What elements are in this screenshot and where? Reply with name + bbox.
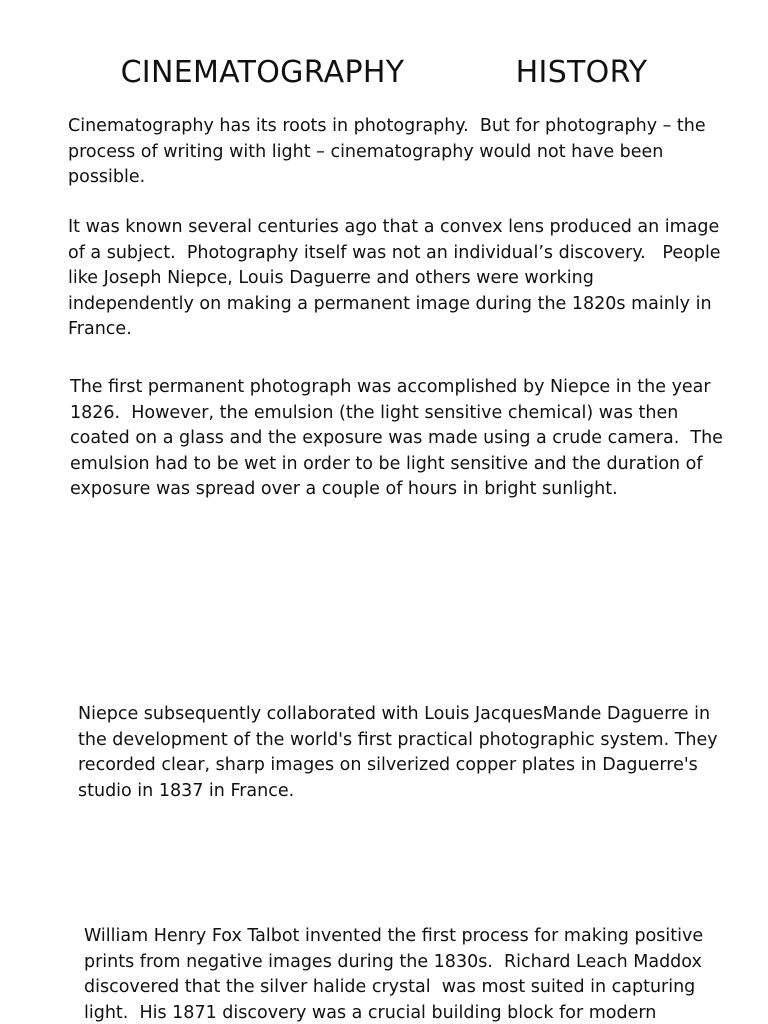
- text-line: light. His 1871 discovery was a crucial building block for modern: [84, 1002, 657, 1023]
- text-line: France.: [68, 319, 132, 339]
- paragraph-talbot-maddox: [84, 924, 703, 1024]
- text-line: Niepce subsequently collaborated with Louis JacquesMande Daguerre in: [78, 704, 711, 724]
- text-line: independently on making a permanent image during the 1820s mainly in: [68, 293, 712, 314]
- text-line: It was known several centuries ago that a convex lens produced an image: [68, 217, 720, 237]
- text-line: the development of the world's first practical photographic system. They: [78, 729, 718, 750]
- text-line: process of writing with light – cinematography would not have been: [68, 141, 664, 162]
- paragraph-photography-roots: [68, 114, 706, 191]
- text-line: The first permanent photograph was accomplished by Niepce in the year: [70, 377, 711, 397]
- text-line: possible.: [68, 167, 146, 187]
- text-line: exposure was spread over a couple of hours in bright sunlight.: [70, 479, 618, 499]
- text-line: Cinematography has its roots in photography. But for photography – the: [68, 116, 706, 136]
- paragraph-convex-lens: [68, 215, 721, 343]
- text-line: prints from negative images during the 1830s. Richard Leach Maddox: [84, 951, 702, 972]
- paragraph-daguerre-collaboration: [78, 702, 718, 804]
- text-line: discovered that the silver halide crystal was most suited in capturing: [84, 977, 696, 997]
- text-line: William Henry Fox Talbot invented the first process for making positive: [84, 926, 704, 946]
- text-line: 1826. However, the emulsion (the light sensitive chemical) was then: [70, 402, 679, 423]
- text-line: emulsion had to be wet in order to be light sensitive and the duration of: [70, 453, 703, 474]
- paragraph-first-photograph: [70, 375, 723, 503]
- text-line: of a subject. Photography itself was not an individual’s discovery. People: [68, 242, 721, 263]
- text-line: recorded clear, sharp images on silverized copper plates in Daguerre's: [78, 755, 698, 775]
- text-line: studio in 1837 in France.: [78, 780, 295, 801]
- text-line: like Joseph Niepce, Louis Daguerre and others were working: [68, 268, 594, 288]
- page-title: CINEMATOGRAPHY HISTORY: [120, 55, 648, 90]
- text-line: coated on a glass and the exposure was made using a crude camera. The: [70, 428, 723, 448]
